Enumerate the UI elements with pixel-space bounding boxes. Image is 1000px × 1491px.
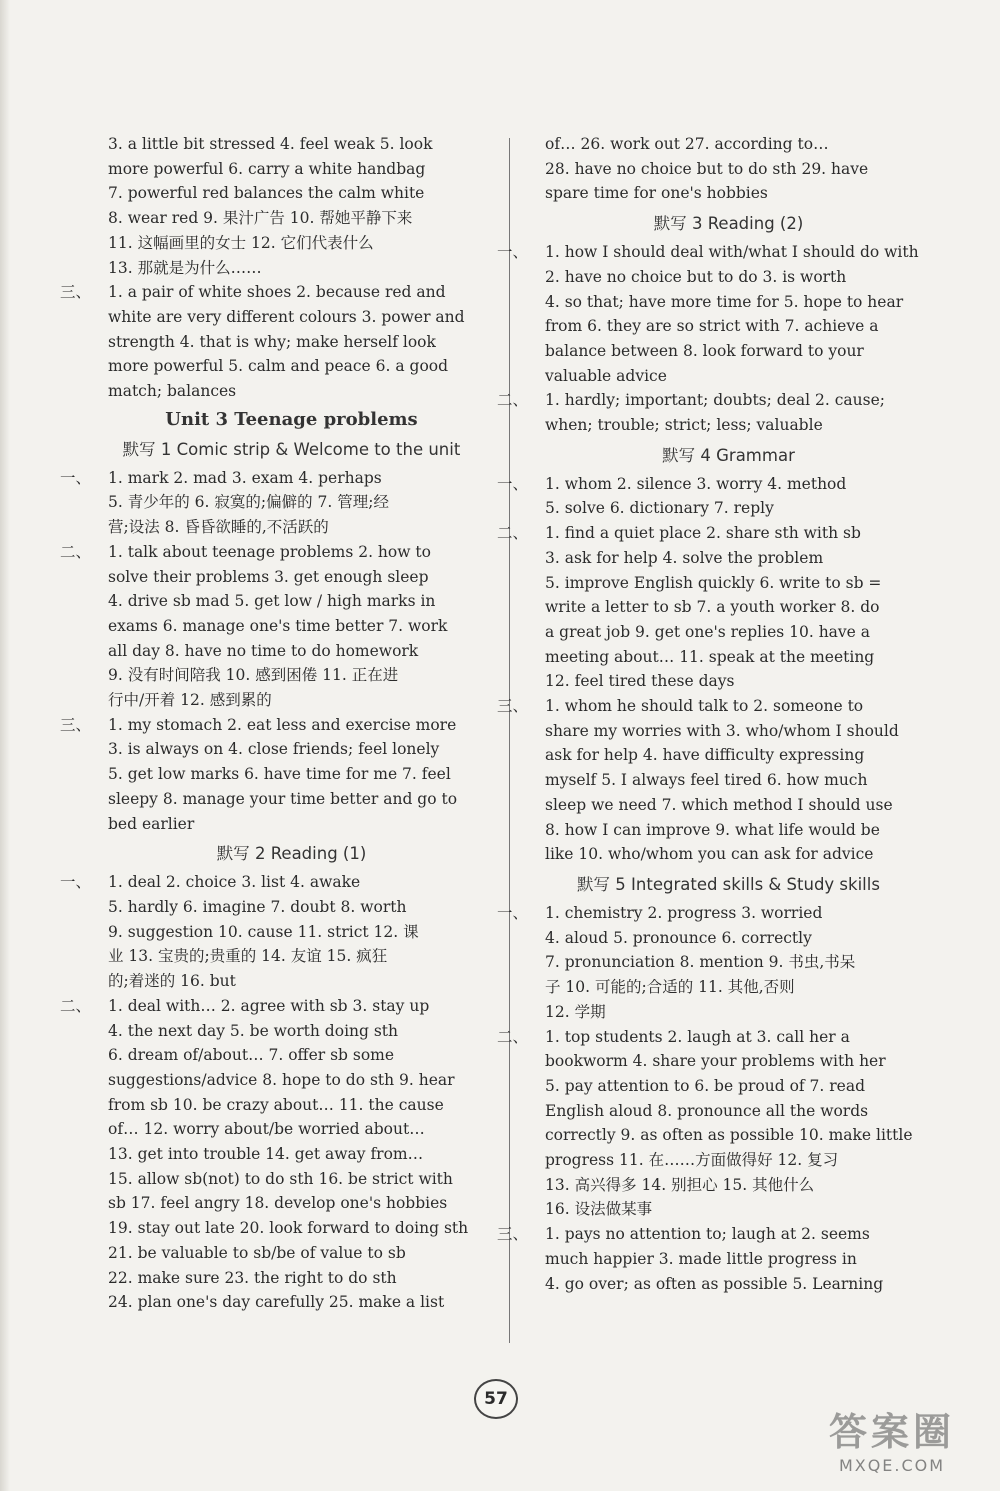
section-heading: 默写 3 Reading (2) [653,214,804,234]
answer-text: 22. make sure 23. the right to do sth [108,1268,397,1287]
answer-text: 1. my stomach 2. eat less and exercise more [108,715,457,734]
answer-line [104,157,479,182]
answer-text: 5. get low marks 6. have time for me 7. feel [108,765,451,784]
answer-line [104,565,479,590]
answer-line [104,305,479,330]
answer-line [104,1290,479,1315]
answer-text: 19. stay out late 20. look forward to doing sth [108,1219,469,1238]
answer-line [541,546,916,571]
page-number: 57 [474,1379,518,1419]
answer-text: 1. deal with… 2. agree with sb 3. stay up [108,996,430,1015]
answer-text: sleepy 8. manage your time better and go to [108,789,458,808]
answer-line [104,1266,479,1291]
section-heading: 默写 5 Integrated skills & Study skills [577,874,880,894]
section-marker: 二、 [497,391,529,410]
answer-line [541,314,916,339]
answer-text: from sb 10. be crazy about… 11. the cause [108,1095,444,1114]
right-column [497,132,919,1296]
answer-text: 3. a little bit stressed 4. feel weak 5. look [108,135,433,153]
answer-text: 16. 设法做某事 [545,1200,653,1219]
answer-text: 1. talk about teenage problems 2. how to [108,542,431,561]
section-marker: 三、 [60,715,92,734]
answer-text: 21. be valuable to sb/be of value to sb [108,1243,406,1262]
answer-text: 1. mark 2. mad 3. exam 4. perhaps [108,468,382,487]
answer-text: 4. drive sb mad 5. get low / high marks in [108,592,436,611]
answer-text: 4. go over; as often as possible 5. Learning [545,1274,884,1293]
answer-line [60,280,479,305]
answer-line [104,181,479,206]
answer-line [104,737,479,762]
answer-line [541,768,916,793]
answer-line [104,330,479,355]
answer-line [104,944,479,969]
section-heading: 默写 4 Grammar [662,445,795,465]
answer-text: 1. whom he should talk to 2. someone to [545,697,864,716]
answer-text: from 6. they are so strict with 7. achieve a [545,317,879,336]
answer-text: 1. deal 2. choice 3. list 4. awake [108,873,361,892]
answer-text: match; balances [108,382,237,401]
answer-line [541,1197,916,1222]
answer-line [104,688,479,713]
answer-line [104,490,479,515]
answer-line [497,1025,916,1050]
answer-text: 4. so that; have more time for 5. hope to hear [545,292,904,311]
answer-line [104,1093,479,1118]
answer-text: 2. have no choice but to do 3. is worth [545,267,847,286]
answer-line [104,663,479,688]
answer-text: spare time for one's hobbies [545,184,768,203]
answer-line [497,240,919,265]
answer-text: like 10. who/whom you can ask for advice [545,845,874,864]
answer-text: 8. how I can improve 9. what life would be [545,820,880,839]
answer-line [497,1222,916,1247]
answer-line [104,589,479,614]
answer-text: when; trouble; strict; less; valuable [545,416,823,435]
section-marker: 三、 [497,1225,529,1244]
answer-line [541,265,916,290]
answer-text: 1. hardly; important; doubts; deal 2. cause; [545,391,885,410]
answer-line [497,388,916,413]
answer-line [104,354,479,379]
answer-text: 1. top students 2. laugh at 3. call her a [545,1027,850,1046]
answer-line [104,1167,479,1192]
answer-text: 1. find a quiet place 2. share sth with sb [545,524,861,543]
answer-text: 行中/开着 12. 感到累的 [108,691,272,710]
answer-text: much happier 3. made little progress in [545,1249,857,1268]
answer-line [104,206,479,231]
watermark-title: 答案圈 [828,1410,955,1454]
answer-text: more powerful 6. carry a white handbag [108,159,426,178]
answer-line [541,818,916,843]
answer-line [104,1191,479,1216]
answer-line [541,743,916,768]
answer-line [104,1068,479,1093]
answer-text: all day 8. have no time to do homework [108,641,419,660]
answer-line [541,181,916,206]
section-heading: 默写 2 Reading (1) [216,844,367,864]
answer-line [541,595,916,620]
answer-text: 13. 那就是为什么…… [108,258,262,277]
section-marker: 三、 [497,697,529,716]
answer-text: 9. suggestion 10. cause 11. strict 12. 课 [108,922,419,941]
answer-line [497,901,916,926]
section-marker: 二、 [60,996,92,1015]
answer-line [541,1173,916,1198]
answer-text: sb 17. feel angry 18. develop one's hobbies [108,1194,448,1213]
answer-text: progress 11. 在……方面做得好 12. 复习 [545,1151,839,1170]
answer-line [104,762,479,787]
answer-line [104,1241,479,1266]
answer-text: 15. allow sb(not) to do sth 16. be strict with [108,1169,453,1188]
answer-text: suggestions/advice 8. hope to do sth 9. hear [108,1070,455,1089]
answer-text: 1. whom 2. silence 3. worry 4. method [545,474,847,493]
section-marker: 一、 [497,903,529,922]
answer-text: 28. have no choice but to do sth 29. have [545,159,869,178]
answer-text: meeting about… 11. speak at the meeting [545,647,875,666]
answer-text: 11. 这幅画里的女士 12. 它们代表什么 [108,233,374,252]
answer-text: 5. hardly 6. imagine 7. doubt 8. worth [108,897,407,916]
answer-text: exams 6. manage one's time better 7. work [108,616,448,635]
answer-line [541,669,916,694]
section-marker: 二、 [60,542,92,561]
answer-line [104,969,479,994]
answer-line [541,339,916,364]
answer-line [104,1019,479,1044]
answer-line [104,379,479,404]
left-column [60,132,479,1315]
answer-line [541,1148,916,1173]
answer-line [541,571,916,596]
answer-text: 4. the next day 5. be worth doing sth [108,1021,399,1040]
answer-text: of… 12. worry about/be worried about… [108,1120,425,1139]
answer-text: bookworm 4. share your problems with her [545,1052,886,1071]
section-marker: 三、 [60,283,92,302]
answer-text: 5. solve 6. dictionary 7. reply [545,499,774,518]
answer-line [104,639,479,664]
answer-line [497,521,916,546]
answer-line [104,787,479,812]
answer-text: 1. a pair of white shoes 2. because red and [108,283,446,302]
answer-text: 业 13. 宝贵的;贵重的 14. 友谊 15. 疯狂 [108,947,388,966]
page-edge-shadow [0,0,10,1491]
answer-line [541,842,916,867]
answer-line [104,256,479,281]
answer-text: ask for help 4. have difficulty expressing [545,746,865,765]
answer-line [541,364,916,389]
answer-line [104,231,479,256]
answer-text: 3. is always on 4. close friends; feel lonely [108,740,440,759]
answer-line [104,920,479,945]
answer-text: 5. improve English quickly 6. write to sb = [545,573,882,592]
answer-text: English aloud 8. pronounce all the words [545,1101,869,1120]
answer-text: 8. wear red 9. 果汁广告 10. 帮她平静下来 [108,209,413,228]
section-marker: 二、 [497,524,529,543]
section-marker: 二、 [497,1027,529,1046]
answer-text: 的;着迷的 16. but [108,972,236,991]
watermark-url: MXQE.COM [838,1456,946,1475]
answer-line [541,132,916,157]
answer-line [541,950,916,975]
answer-text: 12. feel tired these days [545,672,735,691]
answer-line [104,515,479,540]
answer-line [104,895,479,920]
answer-line [60,466,479,491]
answer-text: 5. 青少年的 6. 寂寞的;偏僻的 7. 管理;经 [108,493,389,512]
answer-line [60,540,479,565]
answer-line [541,1000,916,1025]
answer-text: write a letter to sb 7. a youth worker 8. do [545,598,880,617]
answer-line [541,793,916,818]
answer-line [541,1123,916,1148]
answer-line [104,132,479,157]
answer-text: 3. ask for help 4. solve the problem [545,548,824,567]
answer-text: 营;设法 8. 昏昏欲睡的,不活跃的 [108,518,329,537]
answer-line [541,290,916,315]
answer-line [60,713,479,738]
answer-line [541,1074,916,1099]
answer-line [541,926,916,951]
answer-text: valuable advice [545,366,667,385]
answer-line [104,1117,479,1142]
answer-line [541,1049,916,1074]
answer-text: 7. powerful red balances the calm white [108,184,425,203]
answer-text: sleep we need 7. which method I should use [545,795,893,814]
answer-line [541,1247,916,1272]
answer-line [541,1272,916,1297]
unit-title: Unit 3 Teenage problems [165,408,418,430]
answer-text: 12. 学期 [545,1002,606,1021]
answer-text: myself 5. I always feel tired 6. how much [545,771,868,790]
section-heading: 默写 1 Comic strip & Welcome to the unit [122,439,461,459]
answer-text: 1. pays no attention to; laugh at 2. seems [545,1225,870,1244]
answer-line [541,975,916,1000]
answer-text: 9. 没有时间陪我 10. 感到困倦 11. 正在进 [108,666,399,685]
answer-line [541,645,916,670]
answer-line [541,719,916,744]
watermark-logo [802,1401,982,1475]
answer-line [60,870,479,895]
answer-line [541,157,916,182]
answer-line [541,1099,916,1124]
answer-text: of… 26. work out 27. according to… [545,135,829,153]
answer-text: white are very different colours 3. power and [108,307,465,326]
answer-text: 7. pronunciation 8. mention 9. 书虫,书呆 [545,953,856,972]
answer-text: 6. dream of/about… 7. offer sb some [108,1046,395,1065]
column-divider [509,138,510,1343]
answer-line [104,1216,479,1241]
answer-line [104,812,479,837]
answer-text: solve their problems 3. get enough sleep [108,567,429,586]
answer-line [541,413,916,438]
section-marker: 一、 [497,474,529,493]
answer-line [60,994,479,1019]
answer-text: 5. pay attention to 6. be proud of 7. read [545,1076,866,1095]
answer-text: more powerful 5. calm and peace 6. a good [108,357,449,376]
answer-text: a great job 9. get one's replies 10. have a [545,622,871,641]
answer-line [104,614,479,639]
answer-text: strength 4. that is why; make herself look [108,332,436,351]
answer-text: 24. plan one's day carefully 25. make a list [108,1293,445,1312]
answer-line [497,694,916,719]
answer-text: 13. get into trouble 14. get away from… [108,1145,424,1164]
answer-line [541,496,916,521]
answer-text: 13. 高兴得多 14. 别担心 15. 其他什么 [545,1175,815,1194]
section-marker: 一、 [60,468,92,487]
answer-text: correctly 9. as often as possible 10. make little [545,1126,913,1145]
answer-line [497,472,916,497]
section-marker: 一、 [497,243,529,262]
answer-text: 子 10. 可能的;合适的 11. 其他,否则 [545,978,795,997]
answer-line [104,1043,479,1068]
answer-text: bed earlier [108,814,195,833]
answer-line [541,620,916,645]
section-marker: 一、 [60,873,92,892]
answer-text: share my worries with 3. who/whom I should [545,721,899,740]
answer-text: balance between 8. look forward to your [545,341,864,360]
answer-text: 1. chemistry 2. progress 3. worried [545,903,823,922]
answer-text: 1. how I should deal with/what I should do with [545,243,919,262]
answer-line [104,1142,479,1167]
answer-text: 4. aloud 5. pronounce 6. correctly [545,928,812,947]
